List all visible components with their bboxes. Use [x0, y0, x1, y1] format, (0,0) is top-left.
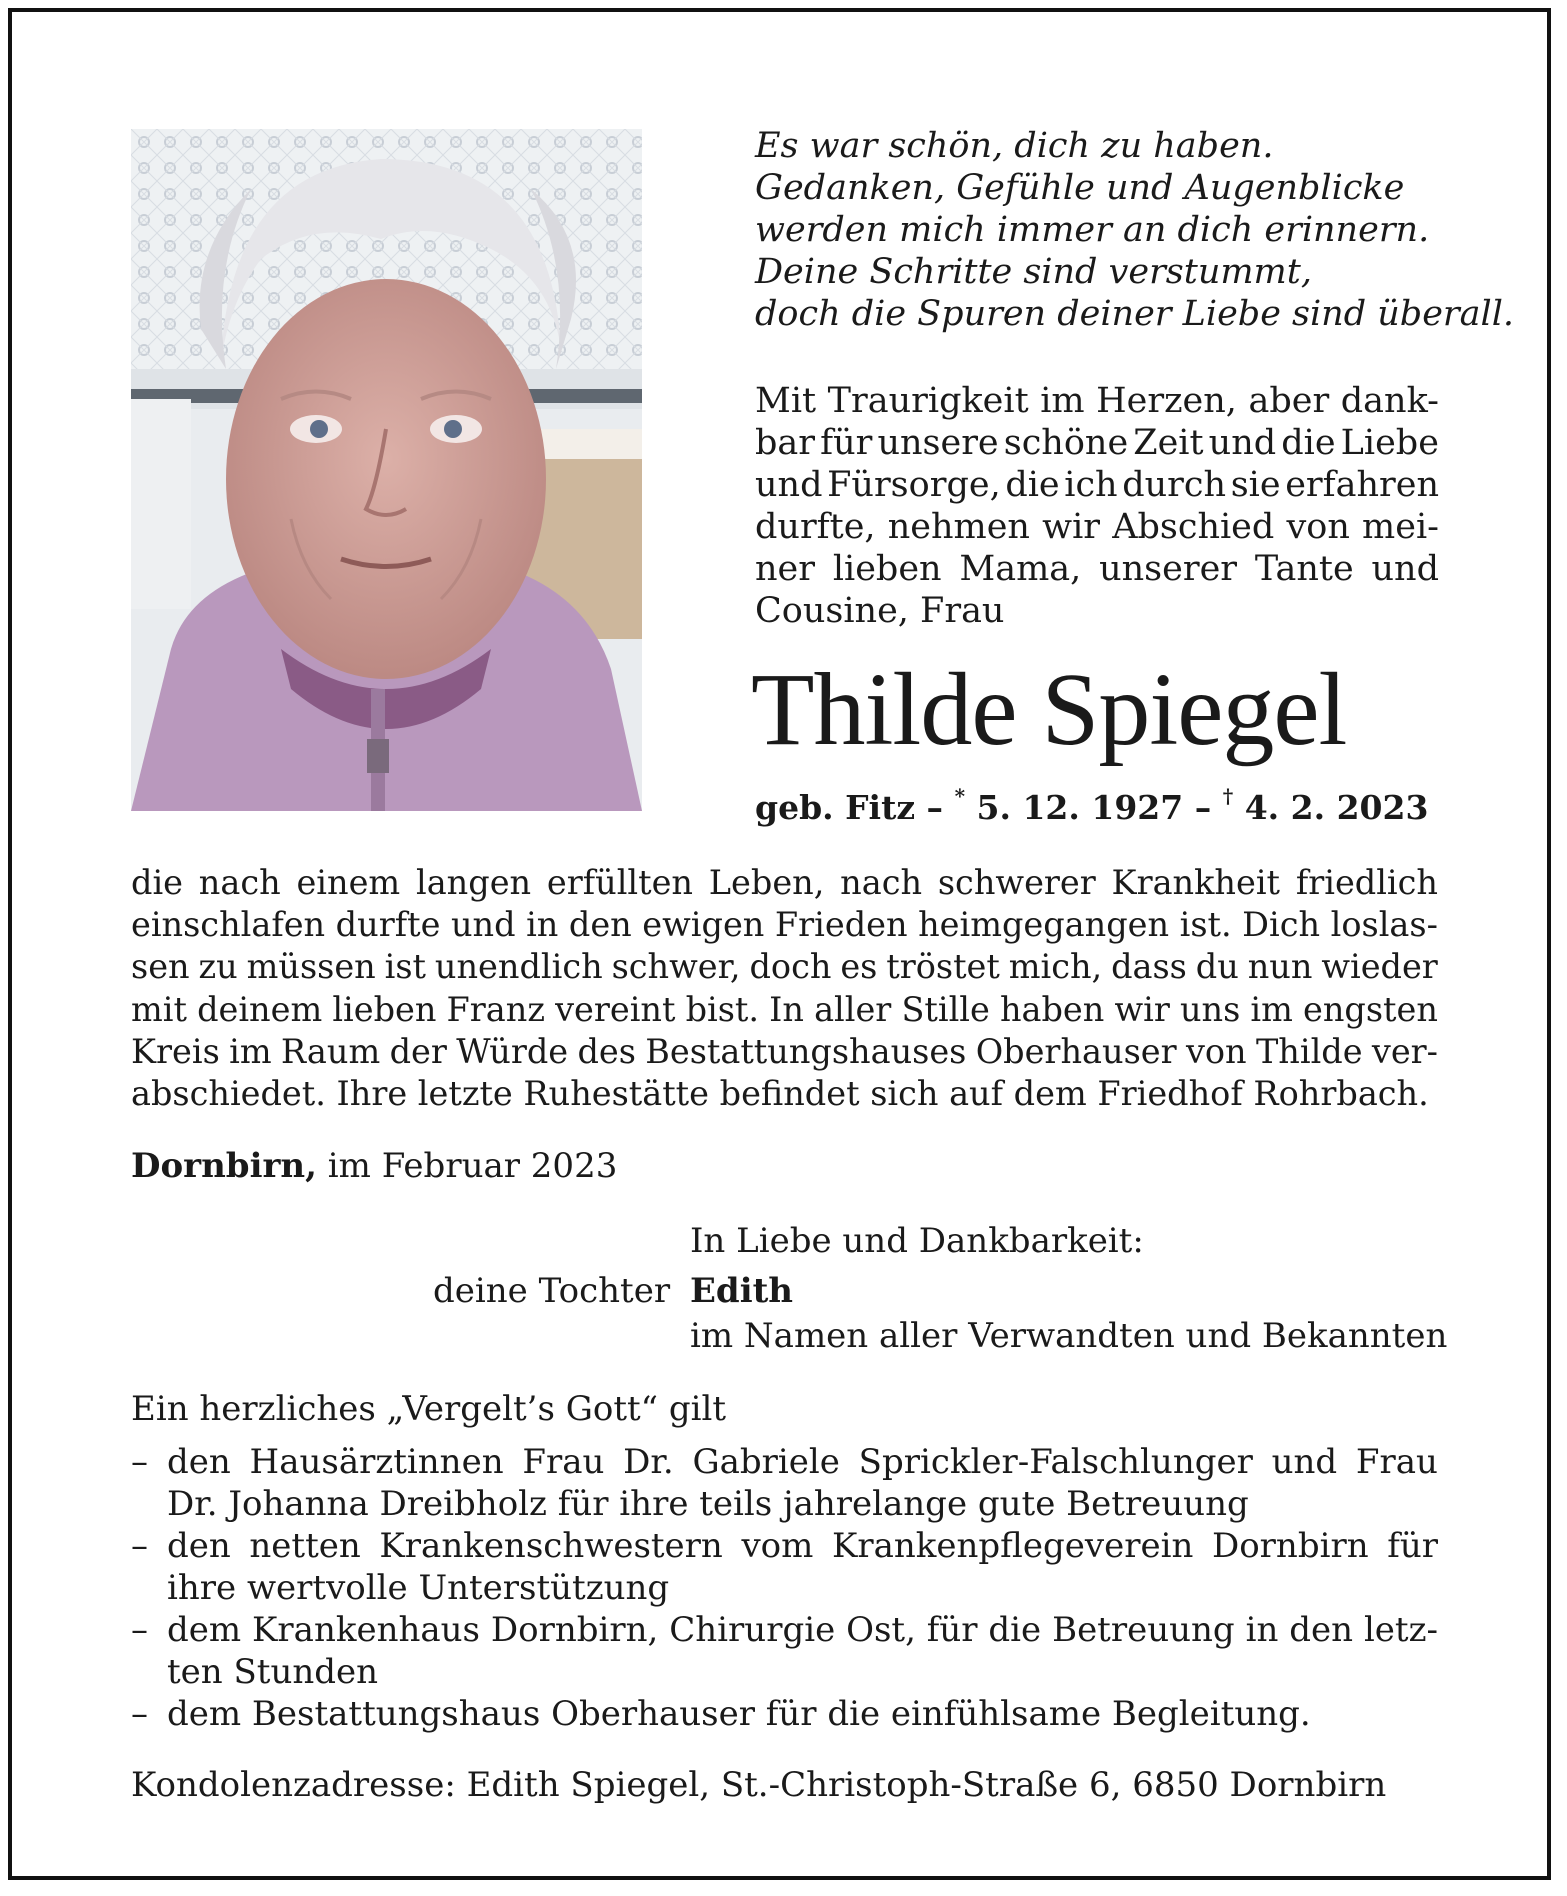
body-line: einschlafen durfte und in den ewigen Frieden heimgegangen ist. Dich loslas-: [131, 905, 1438, 945]
dash-bullet: –: [131, 1526, 148, 1566]
signature-heading: In Liebe und Dankbarkeit:: [690, 1221, 1144, 1261]
place-month: im Februar 2023: [327, 1146, 618, 1186]
life-dates: [755, 780, 1428, 828]
signature-name: Edith: [690, 1271, 794, 1311]
death-date: 4. 2. 2023: [1244, 788, 1429, 827]
condolence-address: Kondolenzadresse: Edith Spiegel, St.-Christoph-Straße 6, 6850 Dornbirn: [131, 1765, 1387, 1805]
signature-subline: im Namen aller Verwandten und Bekannten: [690, 1316, 1448, 1356]
dash-bullet: –: [131, 1610, 148, 1650]
thanks-item: [131, 1693, 1438, 1735]
body-line: die nach einem langen erfüllten Leben, nach schwerer Krankheit friedlich: [131, 863, 1438, 902]
place-date: [131, 1145, 617, 1187]
maiden-name: geb. Fitz –: [755, 788, 944, 827]
thanks-item-line: dem Bestattungshaus Oberhauser für die einfühlsame Begleitung.: [167, 1694, 1311, 1734]
poem-line: werden mich immer an dich erinnern.: [755, 210, 1430, 250]
thanks-item-line: den netten Krankenschwestern vom Krankenpflegeverein Dornbirn für: [167, 1526, 1438, 1566]
birth-date: 5. 12. 1927 –: [976, 788, 1212, 827]
intro-paragraph: [755, 380, 1439, 632]
thanks-item-line: ihre wertvolle Unterstützung: [167, 1568, 670, 1608]
birth-symbol: *: [954, 784, 966, 808]
thanks-item: [131, 1609, 1438, 1693]
death-symbol: †: [1222, 784, 1234, 808]
body-line: abschiedet. Ihre letzte Ruhestätte befindet sich auf dem Friedhof Rohrbach.: [131, 1074, 1429, 1114]
portrait-photo: [131, 129, 642, 811]
intro-line: und Fürsorge, die ich durch sie erfahren: [755, 465, 1439, 505]
place-city: Dornbirn,: [131, 1146, 317, 1186]
dash-bullet: –: [131, 1694, 148, 1734]
poem-line: Es war schön, dich zu haben.: [755, 126, 1274, 166]
thanks-item: [131, 1441, 1438, 1525]
thanks-item-line: Dr. Johanna Dreibholz für ihre teils jahrelange gute Betreuung: [167, 1484, 1249, 1524]
poem: [755, 125, 1515, 335]
intro-line: ner lieben Mama, unserer Tante und: [755, 549, 1439, 589]
poem-line: Deine Schritte sind verstummt,: [755, 252, 1312, 292]
thanks-list: [131, 1441, 1438, 1735]
body-paragraph: [131, 862, 1438, 1115]
intro-line: durfte, nehmen wir Abschied von mei-: [755, 507, 1439, 547]
signature-role: deine Tochter: [433, 1271, 671, 1311]
thanks-item-line: den Hausärztinnen Frau Dr. Gabriele Sprickler-Falschlunger und Frau: [167, 1442, 1438, 1482]
body-line: sen zu müssen ist unendlich schwer, doch es tröstet mich, dass du nun wieder: [131, 947, 1438, 987]
thanks-item: [131, 1525, 1438, 1609]
thanks-item-line: dem Krankenhaus Dornbirn, Chirurgie Ost, für die Betreuung in den letz-: [167, 1610, 1438, 1650]
intro-line: bar für unsere schöne Zeit und die Liebe: [755, 423, 1439, 463]
dash-bullet: –: [131, 1442, 148, 1482]
poem-line: doch die Spuren deiner Liebe sind überall.: [755, 294, 1515, 334]
deceased-name: Thilde Spiegel: [751, 652, 1347, 767]
thanks-heading: Ein herzliches „Vergelt’s Gott“ gilt: [131, 1389, 727, 1429]
body-line: Kreis im Raum der Würde des Bestattungshauses Oberhauser von Thilde ver-: [131, 1031, 1438, 1071]
intro-line: Cousine, Frau: [755, 591, 1005, 631]
thanks-item-line: ten Stunden: [167, 1652, 379, 1692]
body-line: mit deinem lieben Franz vereint bist. In aller Stille haben wir uns im engsten: [131, 989, 1438, 1029]
poem-line: Gedanken, Gefühle und Augenblicke: [755, 168, 1405, 208]
intro-line: Mit Traurigkeit im Herzen, aber dank-: [755, 381, 1439, 421]
